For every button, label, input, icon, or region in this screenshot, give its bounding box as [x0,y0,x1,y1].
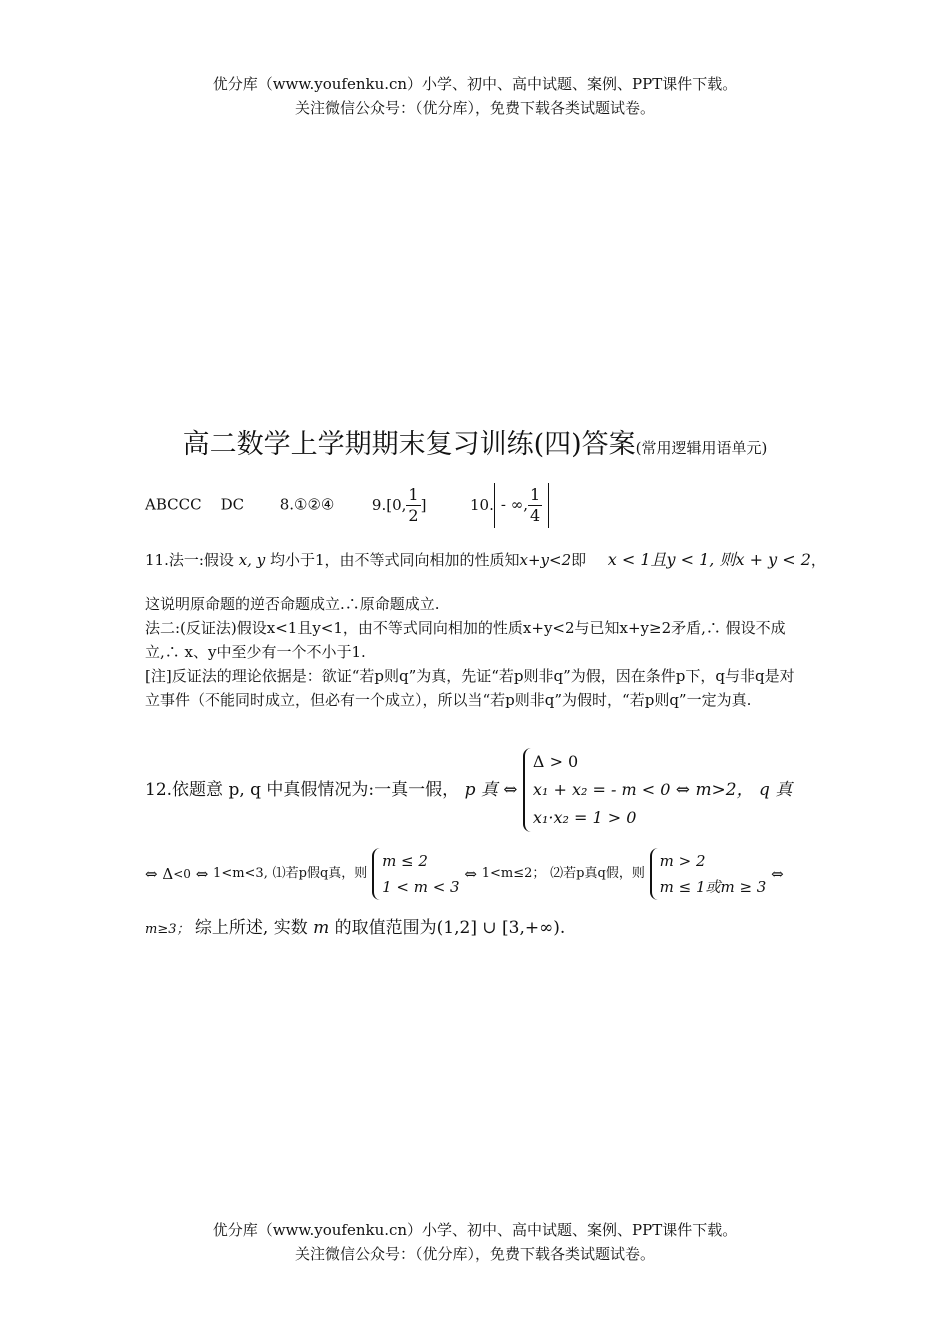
page-footer [0,1218,950,1266]
q11-vars: x, y [238,551,266,569]
answer-8: 8.①②④ [279,495,335,514]
choice-answers: ABCCC DC [145,495,245,514]
answers-row [145,483,549,528]
footer-line-1: 优分库（www.youfenku.cn）小学、初中、高中试题、案例、PPT课件下载。 [212,1221,738,1239]
q11-note: [注]反证法的理论依据是：欲证“若p则q”为真，先证“若p则非q”为假，因在条件p下，q与非q是对立事件（不能同时成立，但必有一个成立），所以当“若p则非q”为假时，“若p则q”一定为真. [145,667,795,709]
page-title [0,425,950,468]
title-main: 高二数学上学期期末复习训练(四)答案 [182,429,636,460]
page-header [0,72,950,120]
system-p-true: Δ > 0 x₁ + x₂ = - m < 0 x₁·x₂ = 1 > 0 [523,748,670,832]
answer-9: 9.[0, $\frac{1}{2}$ ] [371,485,427,525]
fraction-half: $\frac{1}{2}$ [408,485,419,525]
q11-formula: x < 1且y < 1, 则x + y < 2 [607,550,811,569]
q12-line-1: 12.依题意 p, q 中真假情况为:一真一假， p 真 ⇔ Δ > 0 x₁ + x₂ = - m < 0 x₁·x₂ = 1 > 0 ⇔ m>2， q 真 [145,748,792,832]
q11-body [145,592,807,712]
interval-bracket: - ∞, $\frac{1}{4}$ [494,483,549,528]
q11-line-2: 这说明原命题的逆否命题成立.∴原命题成立. [145,595,440,613]
title-sub: (常用逻辑用语单元) [635,439,768,457]
q11-line-1: 11.法一:假设 x, y 均小于1，由不等式同向相加的性质知x+y<2即 x < 1且y < 1, 则x + y < 2， [145,550,826,569]
system-case-1: m ≤ 2 1 < m < 3 [372,848,460,900]
header-line-2: 关注微信公众号：（优分库），免费下载各类试题试卷。 [294,99,655,117]
q11-method-2: 法二:(反证法)假设x<1且y<1，由不等式同向相加的性质x+y<2与已知x+y≥2矛盾,∴ 假设不成立,∴ x、y中至少有一个不小于1. [145,619,786,661]
q12-line-2: ⇔ Δ<0 ⇔ 1<m<3, ⑴若p假q真，则 m ≤ 2 1 < m < 3 ⇔ 1<m≤2； ⑵若p真q假，则 m > 2 m ≤ 1或m ≥ 3 ⇔ [145,848,784,900]
answer-10: 10. - ∞, $\frac{1}{4}$ [470,496,549,514]
header-line-1: 优分库（www.youfenku.cn）小学、初中、高中试题、案例、PPT课件下载。 [212,75,738,93]
q12-conclusion: m≥3； 综上所述, 实数 m 的取值范围为(1,2] ∪ [3,+∞). [145,918,566,938]
system-case-2: m > 2 m ≤ 1或m ≥ 3 [650,848,767,900]
footer-line-2: 关注微信公众号：（优分库），免费下载各类试题试卷。 [294,1245,655,1263]
